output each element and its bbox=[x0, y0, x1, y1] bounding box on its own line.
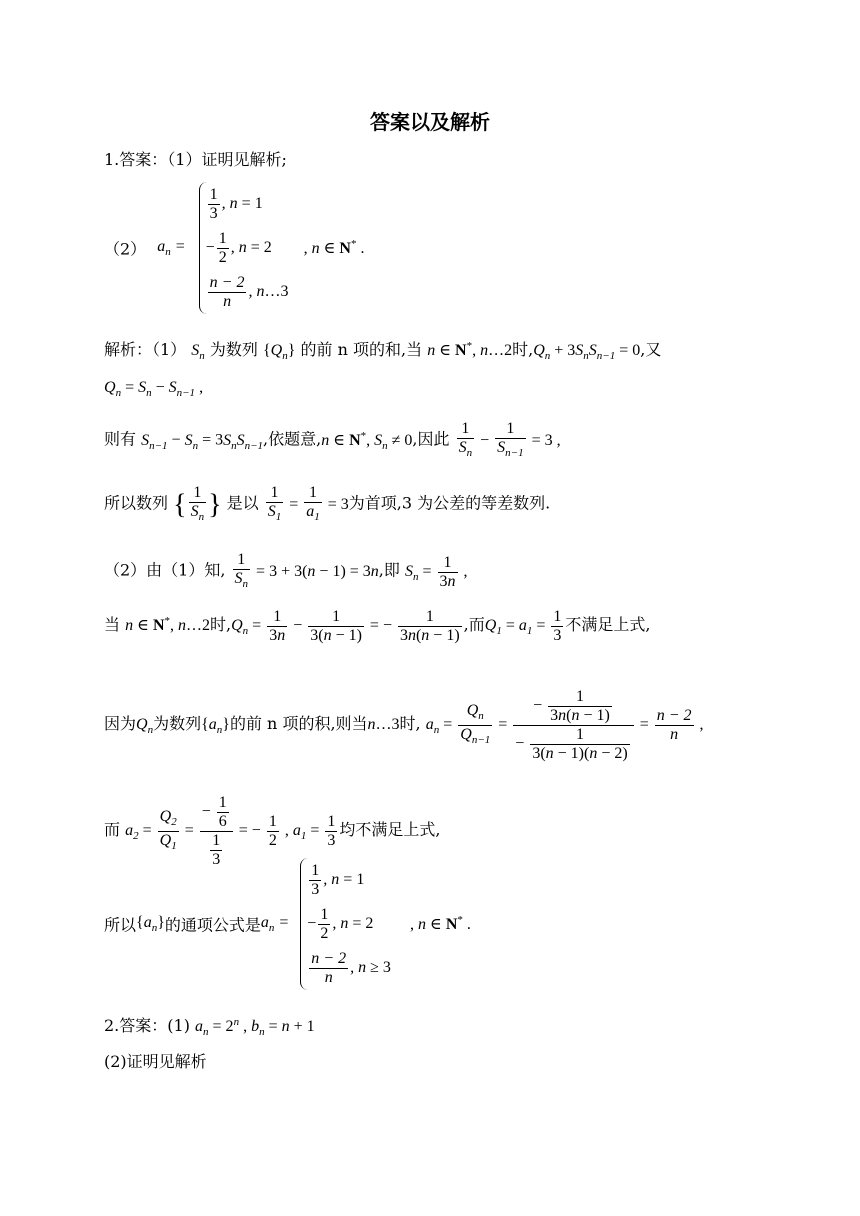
analysis-line-1: 解析：（1） $S_n$ 为数列 $\{Q_n\}$ 的前 n 项的和,当 n ∈ N*, n…2时$,Q_n + 3S_nS_{n-1} = 0$,又 bbox=[104, 340, 662, 362]
analysis-line-7: 因为$Q_n$为数列$\{a_n\}$的前 n 项的积,则当n…3时, $a_n$ = $\frac{Q_n}{Q_{n-1}}$ = − $\frac{1}{3n(n - 1)}$ − $\frac{1}{3(n - 1)(n - 2)}$ = $\frac{n - 2}{n}$ , bbox=[104, 688, 704, 762]
analysis-line-2: $Q_n = S_n - S_{n-1}$ , bbox=[104, 379, 204, 399]
q2-answer-head: 2.答案：(1) $a_n = 2^n$ , $b_n = n + 1$ bbox=[104, 1016, 315, 1038]
q2-part2: (2)证明见解析 bbox=[104, 1052, 207, 1071]
analysis-line-8: 而 $a_2$ = $\frac{Q_2}{Q_1}$ = − $\frac{1}{6}$ $\frac{1}{3}$ = − $\frac{1}{2}$ , $a_1$ = $\frac{1}{3}$ 均不满足上式, bbox=[104, 794, 441, 868]
q1-answer-head: 1.答案：（1）证明见解析; bbox=[104, 150, 287, 169]
analysis-line-3: 则有 $S_{n-1} - S_n = 3S_nS_{n-1}$,依题意,n ∈ N*, $S_n \ne 0$,因此 $\frac{1}{S_n}$ − $\frac{1}{S_{n-1}}$ = 3 , bbox=[104, 420, 561, 459]
page-title: 答案以及解析 bbox=[370, 110, 490, 134]
analysis-general-formula: 所以$\{a_n\}$的通项公式是$a_n$ = $\frac{1}{3}$ , n = 1 − $\frac{1}{2}$ , n = 2 $\frac{n - 2}{n}$ , n ≥ 3 , n ∈ N* . bbox=[104, 858, 471, 990]
analysis-line-4: 所以数列 { $\frac{1}{S_n}$ } 是以 $\frac{1}{S_1}$ = $\frac{1}{a_1}$ = 3为首项,3 为公差的等差数列. bbox=[104, 484, 551, 523]
part2-label: （2） bbox=[104, 239, 147, 259]
q1-piecewise-answer: （2） $a_n$ = $\frac{1}{3}$ , n = 1 − $\frac{1}{2}$ , n = 2 $\frac{n - 2}{n}$ , n …3 , n ∈ N* . bbox=[104, 182, 364, 314]
analysis-line-5: （2）由（1）知, $\frac{1}{S_n}$ = 3 + 3(n − 1) = 3n,即 $S_n$ = $\frac{1}{3n}$ , bbox=[104, 551, 468, 590]
analysis-line-6: 当 n ∈ N*, n…2时$,Q_n$ = $\frac{1}{3n}$ − $\frac{1}{3(n - 1)}$ = − $\frac{1}{3n(n - 1)}$ ,而$Q_1 = a_1$ = $\frac{1}{3}$ 不满足上式, bbox=[104, 608, 651, 644]
